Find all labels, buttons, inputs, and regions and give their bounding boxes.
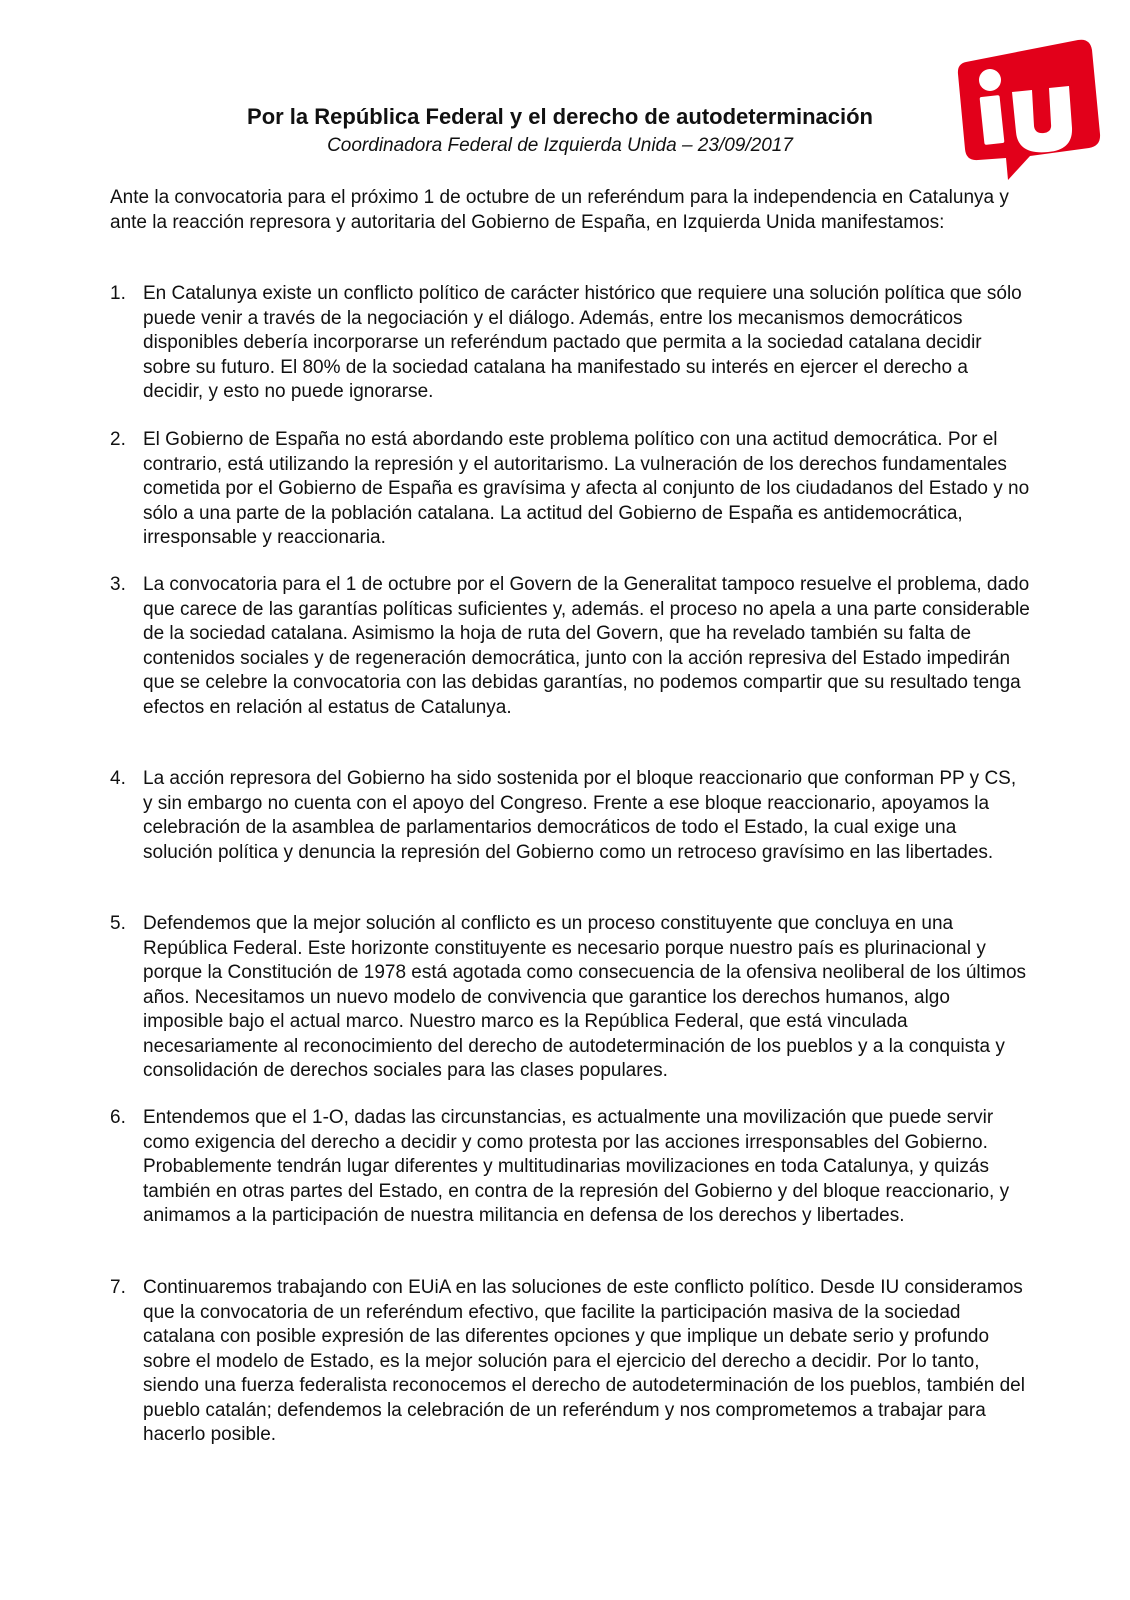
intro-paragraph: Ante la convocatoria para el próximo 1 de octubre de un referéndum para la independencia en Catalunya y ante la reacción represora y autoritaria del Gobierno de España, en Izquierda Unida manifestamos: [110, 187, 1009, 233]
list-item-number: 5. [110, 913, 126, 934]
list-item-number: 3. [110, 574, 126, 595]
list-item [110, 1106, 1030, 1229]
list-item [110, 282, 1030, 405]
list-item-number: 2. [110, 429, 126, 450]
list-item-number: 1. [110, 283, 126, 304]
list-item-text: Defendemos que la mejor solución al conflicto es un proceso constituyente que concluya en una República Federal. Este horizonte constituyente es necesario porque nuestro país es plurinacional y porque la Constitución de 1978 está agotada como consecuencia de la ofensiva neoliberal de los últimos años. Necesitamos un nuevo modelo de convivencia que garantice los derechos humanos, algo imposible bajo el actual marco. Nuestro marco es la República Federal, que está vinculada necesariamente al reconocimiento del derecho de autodeterminación de los pueblos y a la conquista y consolidación de derechos sociales para las clases populares. [143, 913, 1027, 1081]
list-item-text: En Catalunya existe un conflicto político de carácter histórico que requiere una solución política que sólo puede venir a través de la negociación y el diálogo. Además, entre los mecanismos democráticos disponibles debería incorporarse un referéndum pactado que permita a la sociedad catalana decidir sobre su futuro. El 80% de la sociedad catalana ha manifestado su interés en ejercer el derecho a decidir, y esto no puede ignorarse. [143, 283, 1022, 402]
list-item [110, 912, 1030, 1084]
list-item-text: La convocatoria para el 1 de octubre por el Govern de la Generalitat tampoco resuelve el problema, dado que carece de las garantías políticas suficientes y, además. el proceso no apela a una parte considerable de la sociedad catalana. Asimismo la hoja de ruta del Govern, que ha revelado también su falta de contenidos sociales y de regeneración democrática, junto con la acción represiva del Estado impedirán que se celebre la convocatoria con las debidas garantías, no podemos compartir que su resultado tenga efectos en relación al estatus de Catalunya. [143, 574, 1030, 718]
list-item [110, 428, 1030, 551]
list-item-text: La acción represora del Gobierno ha sido sostenida por el bloque reaccionario que conforman PP y CS, y sin embargo no cuenta con el apoyo del Congreso. Frente a ese bloque reaccionario, apoyamos la celebración de la asamblea de parlamentarios democráticos de todo el Estado, la cual exige una solución política y denuncia la represión del Gobierno como un retroceso gravísimo en las libertades. [143, 768, 1017, 863]
document-subtitle: Coordinadora Federal de Izquierda Unida – 23/09/2017 [327, 135, 793, 156]
list-item-number: 4. [110, 768, 126, 789]
list-item [110, 1276, 1030, 1448]
list-item-number: 6. [110, 1107, 126, 1128]
list-item-number: 7. [110, 1277, 126, 1298]
document-title: Por la República Federal y el derecho de autodeterminación [247, 104, 873, 129]
list-item [110, 573, 1030, 720]
list-item [110, 767, 1030, 865]
list-item-text: Continuaremos trabajando con EUiA en las soluciones de este conflicto político. Desde IU consideramos que la convocatoria de un referéndum efectivo, que facilite la participación masiva de la sociedad catalana con posible expresión de las diferentes opciones y que implique un debate serio y profundo sobre el modelo de Estado, es la mejor solución para el ejercicio del derecho a decidir. Por lo tanto, siendo una fuerza federalista reconocemos el derecho de autodeterminación de los pueblos, también del pueblo catalán; defendemos la celebración de un referéndum y nos comprometemos a trabajar para hacerlo posible. [143, 1277, 1025, 1445]
document-header [110, 103, 1010, 158]
list-item-text: El Gobierno de España no está abordando este problema político con una actitud democrática. Por el contrario, está utilizando la represión y el autoritarismo. La vulneración de los derechos fundamentales cometida por el Gobierno de España es gravísima y afecta al conjunto de los ciudadanos del Estado y no sólo a una parte de la población catalana. La actitud del Gobierno de España es antidemocrática, irresponsable y reaccionaria. [143, 429, 1030, 548]
list-item-text: Entendemos que el 1-O, dadas las circunstancias, es actualmente una movilización que puede servir como exigencia del derecho a decidir y como protesta por las acciones irresponsables del Gobierno. Probablemente tendrán lugar diferentes y multitudinarias movilizaciones en toda Catalunya, y quizás también en otras partes del Estado, en contra de la represión del Gobierno y del bloque reaccionario, y animamos a la participación de nuestra militancia en defensa de los derechos y libertades. [143, 1107, 1010, 1226]
